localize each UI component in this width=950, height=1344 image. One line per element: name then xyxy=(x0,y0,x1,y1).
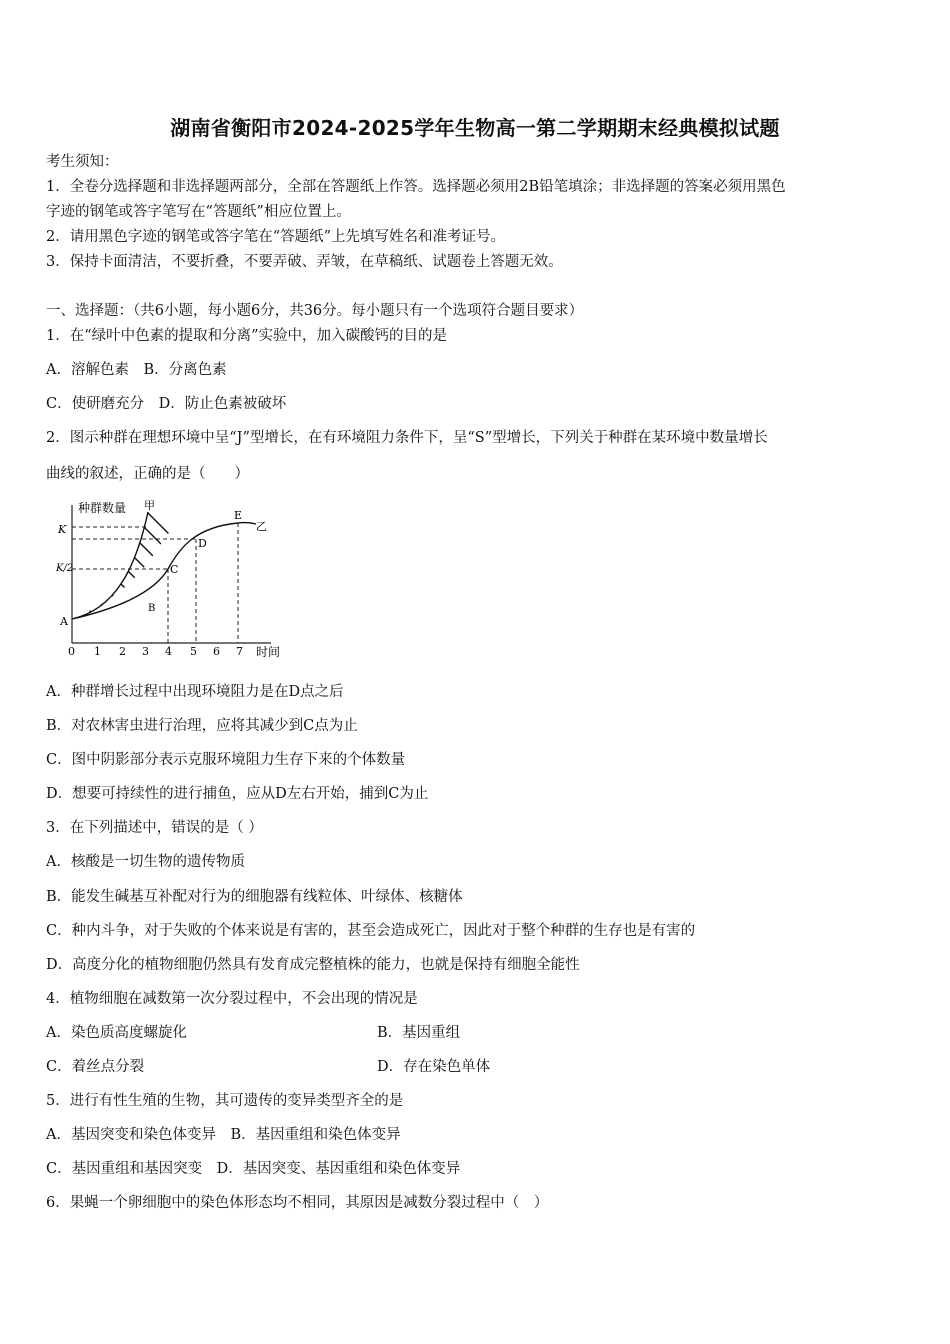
x-axis-label: 时间 xyxy=(256,645,281,659)
question-3-option-b: B．能发生碱基互补配对行为的细胞器有线粒体、叶绿体、核糖体 xyxy=(46,889,463,905)
question-4-option-b: B．基因重组 xyxy=(377,1025,461,1041)
question-4-option-a: A．染色质高度螺旋化 xyxy=(46,1025,187,1041)
question-5-options-row-2: C．基因重组和基因突变 D．基因突变、基因重组和染色体变异 xyxy=(46,1161,461,1177)
question-2-option-c: C．图中阴影部分表示克服环境阻力生存下来的个体数量 xyxy=(46,752,406,768)
question-4-stem: 4．植物细胞在减数第一次分裂过程中，不会出现的情况是 xyxy=(46,991,418,1007)
guide-lines xyxy=(72,523,238,643)
label-e: E xyxy=(234,509,243,522)
notice-item: 2．请用黑色字迹的钢笔或答字笔在“答题纸”上先填写姓名和准考证号。 xyxy=(46,229,506,245)
y-tick-a: A xyxy=(60,615,68,628)
label-c: C xyxy=(170,563,179,576)
question-2-option-b: B．对农林害虫进行治理，应将其减少到C点为止 xyxy=(46,718,358,734)
page-title: 湖南省衡阳市2024-2025学年生物高一第二学期期末经典模拟试题 xyxy=(170,116,780,140)
label-b: B xyxy=(148,603,156,614)
x-tick: 1 xyxy=(94,645,101,658)
question-5-stem: 5．进行有性生殖的生物，其可遗传的变异类型齐全的是 xyxy=(46,1093,404,1109)
question-5-options-row-1: A．基因突变和染色体变异 B．基因重组和染色体变异 xyxy=(46,1127,401,1143)
question-4-option-d: D．存在染色单体 xyxy=(377,1059,491,1075)
question-4-option-c: C．着丝点分裂 xyxy=(46,1059,145,1075)
question-2-stem-line-2: 曲线的叙述，正确的是（ ） xyxy=(46,466,249,482)
question-3-option-c: C．种内斗争，对于失败的个体来说是有害的，甚至会造成死亡，因此对于整个种群的生存也是有害的 xyxy=(46,923,696,939)
x-tick: 2 xyxy=(119,645,126,658)
x-tick: 6 xyxy=(213,645,220,658)
x-tick: 4 xyxy=(165,645,172,658)
notice-item: 1．全卷分选择题和非选择题两部分，全部在答题纸上作答。选择题必须用2B铅笔填涂；非选择题的答案必须用黑色 xyxy=(46,179,786,195)
question-2-option-a: A．种群增长过程中出现环境阻力是在D点之后 xyxy=(46,684,344,700)
notice-item: 字迹的钢笔或答字笔写在“答题纸”相应位置上。 xyxy=(46,204,351,220)
x-tick: 3 xyxy=(142,645,149,658)
label-d: D xyxy=(198,537,207,550)
question-1-options-row-1: A．溶解色素 B．分离色素 xyxy=(46,362,227,378)
question-2-option-d: D．想要可持续性的进行捕鱼，应从D左右开始，捕到C为止 xyxy=(46,786,429,802)
section-heading: 一、选择题：（共6小题，每小题6分，共36分。每小题只有一个选项符合题目要求） xyxy=(46,303,584,319)
x-tick: 7 xyxy=(236,645,243,658)
label-yi: 乙 xyxy=(256,520,267,533)
y-tick-k: K xyxy=(58,523,67,536)
question-2-stem-line-1: 2．图示种群在理想环境中呈“J”型增长，在有环境阻力条件下，呈“S”型增长，下列关于种群在某环境中数量增长 xyxy=(46,430,768,446)
question-3-option-d: D．高度分化的植物细胞仍然具有发育成完整植株的能力，也就是保持有细胞全能性 xyxy=(46,957,580,973)
question-6-stem: 6．果蝇一个卵细胞中的染色体形态均不相同，其原因是减数分裂过程中（ ） xyxy=(46,1195,549,1211)
notice-item: 3．保持卡面清洁，不要折叠，不要弄破、弄皱，在草稿纸、试题卷上答题无效。 xyxy=(46,254,563,270)
question-1-stem: 1．在“绿叶中色素的提取和分离”实验中，加入碳酸钙的目的是 xyxy=(46,328,448,344)
x-tick: 5 xyxy=(190,645,197,658)
label-jia: 甲 xyxy=(144,499,155,512)
x-tick: 0 xyxy=(68,645,75,658)
population-growth-figure xyxy=(56,497,296,665)
question-3-stem: 3．在下列描述中，错误的是（ ） xyxy=(46,820,263,836)
question-1-options-row-2: C．使研磨充分 D．防止色素被破坏 xyxy=(46,396,287,412)
s-curve xyxy=(72,523,256,619)
y-tick-k-half: K/2 xyxy=(56,563,74,574)
notice-heading: 考生须知： xyxy=(46,154,119,170)
y-axis-label: 种群数量 xyxy=(78,501,127,515)
j-curve xyxy=(72,512,148,619)
question-3-option-a: A．核酸是一切生物的遗传物质 xyxy=(46,854,245,870)
